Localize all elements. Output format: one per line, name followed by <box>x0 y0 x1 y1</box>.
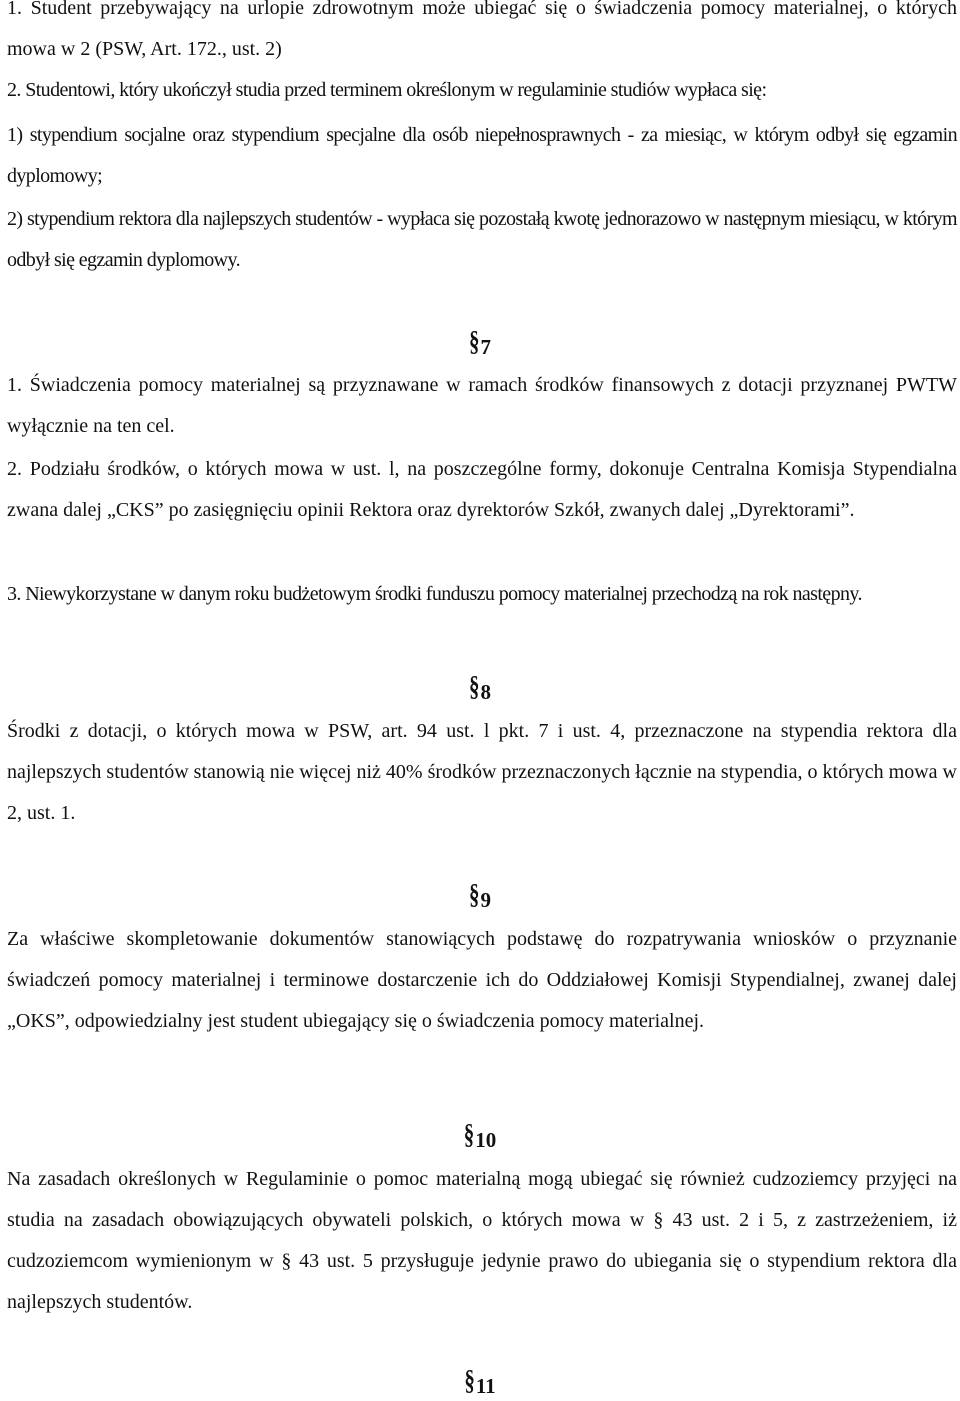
section-9-text: Za właściwe skompletowanie dokumentów stanowiących podstawę do rozpatrywania wniosków o przyznanie świadczeń pomocy materialnej i terminowe dostarczenie ich do Oddziałowej Komisji Stypendialnej, zwanej dalej „OKS”, odpowiedzialny jest student ubiegający się o świadczenia pomocy materialnej. <box>7 928 957 1032</box>
section-8-text: Środki z dotacji, o których mowa w PSW, art. 94 ust. l pkt. 7 i ust. 4, przeznaczone na stypendia rektora dla najlepszych studentów stanowią nie więcej niż 40% środków przeznaczonych łącznie na stypendia, o których mowa w 2, ust. 1. <box>7 720 957 824</box>
section-symbol: § <box>463 1117 475 1151</box>
section-symbol: § <box>469 669 480 703</box>
section-heading-11 <box>0 1363 960 1401</box>
section-7-point-1: 1. Świadczenia pomocy materialnej są przyznawane w ramach środków finansowych z dotacji przyznanej PWTW wyłącznie na ten cel. <box>7 374 957 437</box>
section-heading-7 <box>0 324 960 362</box>
section-symbol: § <box>464 1363 475 1397</box>
section-heading-10 <box>0 1117 960 1155</box>
section-number: 7 <box>480 335 491 359</box>
section-10-text: Na zasadach określonych w Regulaminie o pomoc materialną mogą ubiegać się również cudzoziemcy przyjęci na studia na zasadach obowiązujących obywateli polskich, o których mowa w § 43 ust. 2 i 5, z zastrzeżeniem, iż cudzoziemcom wymienionym w § 43 ust. 5 przysługuje jedynie prawo do ubiegania się o stypendium rektora dla najlepszych studentów. <box>7 1168 957 1313</box>
section-heading-9 <box>0 877 960 915</box>
section-7-point-2: 2. Podziału środków, o których mowa w ust. l, na poszczególne formy, dokonuje Centralna Komisja Stypendialna zwana dalej „CKS” po zasięgnięciu opinii Rektora oraz dyrektorów Szkół, zwanych dalej „Dyrektorami”. <box>7 458 957 521</box>
section-number: 8 <box>480 680 491 704</box>
section-number: 10 <box>475 1128 497 1152</box>
paragraph-2-item-1: 1) stypendium socjalne oraz stypendium specjalne dla osób niepełnosprawnych - za miesiąc, w którym odbył się egzamin dyplomowy; <box>7 124 957 187</box>
paragraph-1: 1. Student przebywający na urlopie zdrowotnym może ubiegać się o świadczenia pomocy materialnej, o których mowa w 2 (PSW, Art. 172., ust. 2) <box>7 0 957 60</box>
section-7-point-3: 3. Niewykorzystane w danym roku budżetowym środki funduszu pomocy materialnej przechodzą na rok następny. <box>7 583 862 605</box>
section-heading-8 <box>0 669 960 707</box>
section-symbol: § <box>469 324 480 358</box>
paragraph-2: 2. Studentowi, który ukończył studia przed terminem określonym w regulaminie studiów wypłaca się: <box>7 79 767 101</box>
section-number: 9 <box>480 888 491 912</box>
paragraph-2-item-2: 2) stypendium rektora dla najlepszych studentów - wypłaca się pozostałą kwotę jednorazowo w następnym miesiącu, w którym odbył się egzamin dyplomowy. <box>7 208 957 271</box>
section-symbol: § <box>469 877 480 911</box>
section-number: 11 <box>475 1374 496 1398</box>
